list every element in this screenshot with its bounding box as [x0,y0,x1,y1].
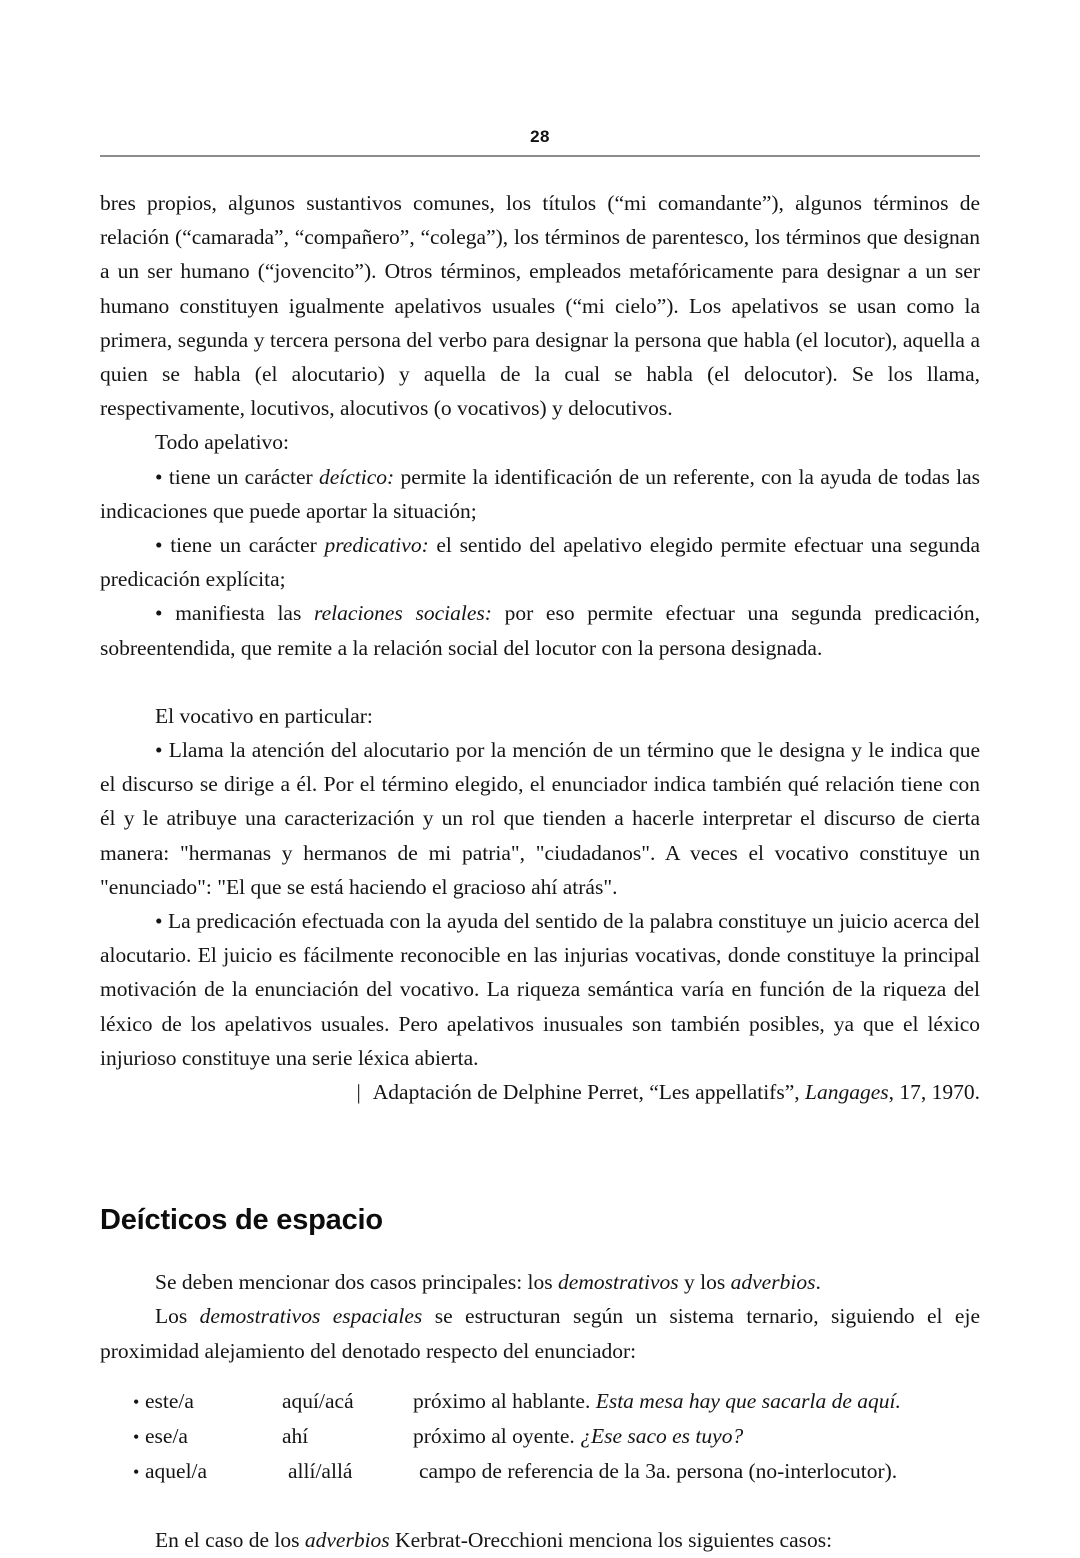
deictic-form: este/a [145,1388,194,1413]
lead-in-todo-apelativo: Todo apelativo: [155,430,290,455]
bullet-text-after: permite la identificación de un referente, con la ayuda de todas las indicaciones que puede aportar la situación; [100,464,980,523]
list-spacer-top [100,1368,980,1384]
intro-italic-adverbios: adverbios [730,1270,816,1295]
bullet-italic-term: deíctico: [318,464,395,489]
paragraph-continued: bres propios, algunos sustantivos comunes, los títulos (“mi comandante”), algunos términos de relación (“camarada”, “compañero”, “colega”), los términos de parentesco, los términos que designan a un ser humano (“jovencito”). Otros términos, empleados metafóricamente para designar a un ser humano constituyen igualmente apelativos usuales (“mi cielo”). Los apelativos se usan como la primera, segunda y tercera persona del verbo para designar la persona que habla (el locutor), aquella a quien se habla (el alocutario) y aquella de la cual se habla (el delocutor). Se los llama, respectivamente, locutivos, alocutivos (o vocativos) y delocutivos. [100,191,980,421]
bullet-text: Llama la atención del alocutario por la mención de un término que le designa y le indica que el discurso se dirige a él. Por el término elegido, el enunciador indica también qué relación tiene con él y le atribuye una caracterización y un rol que tienden a hacerle interpretar el discurso de cierta manera: "hermanas y hermanos de mi patria", "ciudadanos". A veces el vocativo constituye un "enunciado": "El que se está haciendo el gracioso ahí atrás". [100,738,980,899]
table-row [100,1384,980,1419]
bullet-text-before: tiene un carácter [162,533,325,558]
intro-italic-demostrativos: demostrativos [558,1270,679,1295]
deictic-example: ¿Ese saco es tuyo? [580,1423,744,1448]
table-row [100,1419,980,1454]
intro2-text-2: se estructuran según un sistema ternario, siguiendo el eje proximidad alejamiento del denotado respecto del enunciador: [100,1304,980,1363]
bullet-marker: • [155,909,163,934]
section-body [100,1237,980,1557]
bullet-italic-term: predicativo: [324,533,429,558]
bullet-italic-term: relaciones sociales: [314,601,492,626]
deictic-description [413,1419,980,1453]
page-content [100,0,980,1558]
deictic-description [419,1454,980,1488]
deictic-adverb: allí/allá [288,1459,353,1484]
section-heading-deicticos-de-espacio: Deícticos de espacio [100,1204,383,1237]
intro2-text-1: Los [155,1304,200,1329]
source-attribution [100,1075,980,1109]
attribution-bar: | [356,1080,361,1105]
attribution-journal: Langages [805,1080,889,1105]
lead-in-vocativo: El vocativo en particular: [155,703,373,728]
deictic-adverb: aquí/acá [282,1388,354,1413]
deictic-description-text: campo de referencia de la 3a. persona (no-interlocutor). [419,1459,898,1484]
list-bullet-icon: • [133,1426,140,1447]
bullet-marker: • [155,738,163,763]
paragraph-dos-casos [100,1265,980,1299]
bullet-marker: • [155,533,163,558]
deictic-form: aquel/a [145,1459,208,1484]
bullet-text-before: manifiesta las [162,601,315,626]
bullet-text-before: tiene un carácter [162,464,319,489]
bullet-marker: • [155,464,163,489]
bullet-text-after: por eso permite efectuar una segunda predicación, sobreentendida, que remite a la relación social del locutor con la persona designada. [100,601,980,660]
deictic-description-text: próximo al oyente. [413,1423,581,1448]
closing-text-1: En el caso de los [155,1528,305,1553]
bullet-predicacion-efectuada [100,904,980,1075]
closing-italic-adverbios: adverbios [304,1528,390,1553]
deictic-table [100,1384,980,1490]
bullet-llama-atencion [100,733,980,904]
bullet-deictico [100,460,980,528]
paragraph-spacer [100,665,980,699]
bullet-marker: • [155,601,163,626]
deictic-description [413,1384,980,1418]
list-spacer-bottom [100,1489,980,1523]
page-number: 28 [530,127,550,146]
paragraph-sistema-ternario [100,1299,980,1367]
intro-text-2: y los [678,1270,731,1295]
deictic-example: Esta mesa hay que sacarla de aquí. [595,1388,901,1413]
list-bullet-icon: • [133,1391,140,1412]
bullet-predicativo [100,528,980,596]
attribution-text-after: , 17, 1970. [888,1080,980,1105]
bullet-text: La predicación efectuada con la ayuda del sentido de la palabra constituye un juicio acerca del alocutario. El juicio es fácilmente reconocible en las injurias vocativas, donde constituye la principal motivación de la enunciación del vocativo. La riqueza semántica varía en función de la riqueza del léxico de los apelativos usuales. Pero apelativos inusuales son también posibles, ya que el léxico injurioso constituye una serie léxica abierta. [100,909,980,1070]
list-bullet-icon: • [133,1462,140,1483]
paragraph-adverbios-kerbrat [100,1523,980,1557]
deictic-form: ese/a [145,1423,188,1448]
bullet-text-after: el sentido del apelativo elegido permite efectuar una segunda predicación explícita; [100,533,980,592]
deictic-description-text: próximo al hablante. [413,1388,596,1413]
deictic-adverb: ahí [282,1423,309,1448]
bullet-relaciones-sociales [100,596,980,664]
body-text [100,157,980,1109]
attribution-text-before: Adaptación de Delphine Perret, “Les appellatifs”, [372,1080,805,1105]
table-row [100,1454,980,1489]
intro2-italic-demostrativos-espaciales: demostrativos espaciales [199,1304,423,1329]
intro-text-3: . [815,1270,821,1295]
closing-text-2: Kerbrat-Orecchioni menciona los siguientes casos: [389,1528,833,1553]
intro-text-1: Se deben mencionar dos casos principales: los [155,1270,559,1295]
